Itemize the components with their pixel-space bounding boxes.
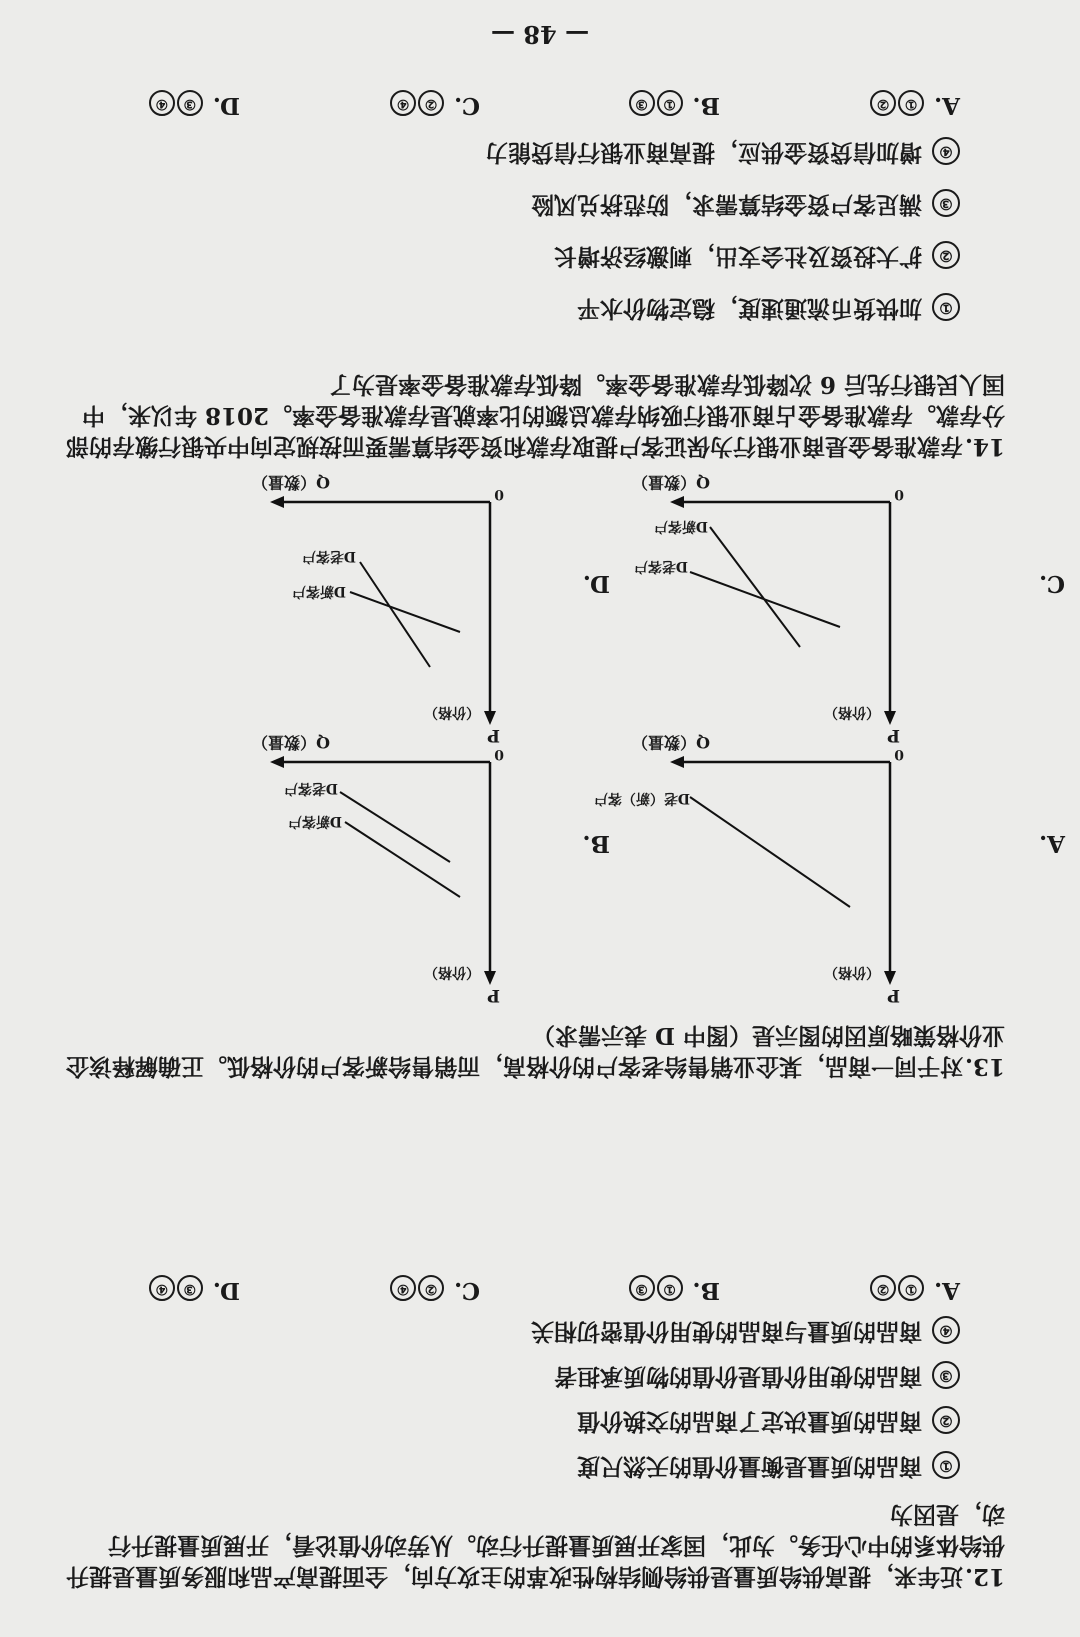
statement-1: ①商品的质量是衡量价值的天然尺度: [577, 1451, 960, 1485]
statement-2: ②扩大投资及社会支出，刺激经济增长: [554, 241, 960, 275]
question-stem: 对于同一商品，某企业销售给老客户的价格高，而销售给新客户的价格低。正确解释该企业价格策略原因的图示是（图中 D 表示需求）: [66, 1022, 1005, 1080]
q-axis-arrow: [670, 756, 684, 768]
question-13: [65, 1020, 1005, 1082]
question-number: 14.: [964, 433, 1005, 460]
statement-1: ①加快货币流通速度，稳定物价水平: [577, 293, 960, 327]
page-number: — 48 —: [490, 20, 590, 49]
question-stem: 近年来，提高供给质量是供给侧结构性改革的主攻方向，全面提高产品和服务质量是提升供给体系的中心任务。为此，国家开展质量提升行动。从劳动价值论看，开展质量提升行动，是因为: [66, 1501, 1005, 1590]
graph-c-plot: [632, 473, 1065, 745]
question-number: 13.: [964, 1053, 1005, 1080]
option-a[interactable]: A. ①②: [870, 90, 960, 119]
demand-curve-old: [360, 562, 430, 667]
graph-b-plot: [252, 733, 610, 1005]
question-12: [65, 1499, 1005, 1592]
option-c[interactable]: C. ②④: [390, 90, 480, 119]
graph-a-plot: [593, 733, 1065, 1005]
graph-d-plot: [252, 473, 610, 745]
statement-4: ④商品的质量与商品的使用价值密切相关: [531, 1316, 960, 1350]
option-c[interactable]: C. ②④: [390, 1275, 480, 1304]
demand-curve-new: [345, 822, 460, 897]
option-d[interactable]: D. ③④: [149, 90, 240, 119]
option-b[interactable]: B. ①③: [629, 1275, 720, 1304]
statement-2: ②商品的质量决定了商品的交换价值: [577, 1406, 960, 1440]
demand-curve-new: [710, 527, 800, 647]
demand-curve: [690, 797, 850, 907]
question-number: 12.: [964, 1563, 1005, 1590]
demand-curve-old: [340, 792, 450, 862]
graph-a: A. P （价格） 0 Q（数量） D老（新）客户: [593, 733, 1065, 1005]
p-axis-arrow: [884, 971, 896, 985]
statement-3: ③商品的使用价值是价值的物质承担者: [554, 1361, 960, 1395]
statement-4: ④增加信贷资金供应，提高商业银行信贷能力: [485, 137, 960, 171]
question-14: [65, 369, 1005, 462]
question-stem: 存款准备金是商业银行为保证客户提取存款和资金结算需要而按规定向中央银行缴存的部分存款。存款准备金占商业银行吸纳存款总额的比率就是存款准备金率。2018 年以来，中国人民银行先后 6 次降低存款准备金率。降低存款准备金率是为了: [66, 371, 1005, 460]
option-b[interactable]: B. ①③: [629, 90, 720, 119]
graph-d: D. P （价格） 0 Q（数量） D新客户 D老客户: [252, 473, 610, 745]
demand-curve-new: [350, 592, 460, 632]
graph-c: C. P （价格） 0 Q（数量） D老客户 D新客户: [632, 473, 1065, 745]
option-d[interactable]: D. ③④: [149, 1275, 240, 1304]
graph-b: B. P （价格） 0 Q（数量） D新客户 D老客户: [252, 733, 610, 1005]
option-a[interactable]: A. ①②: [870, 1275, 960, 1304]
statement-3: ③满足客户资金结算需求，防范挤兑风险: [531, 189, 960, 223]
